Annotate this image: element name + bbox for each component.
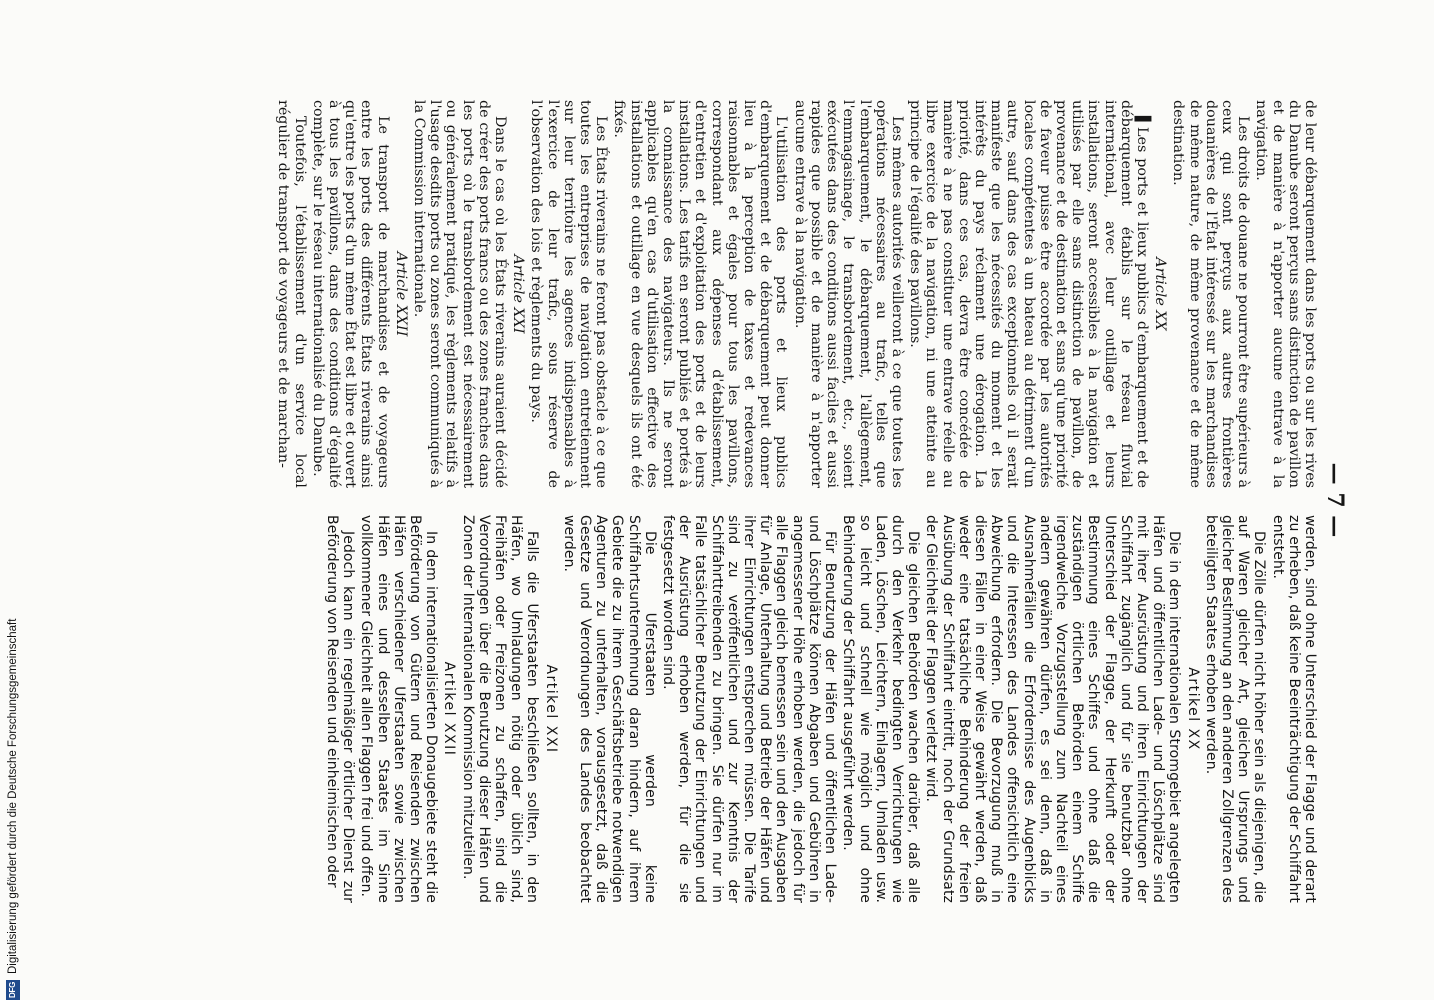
paragraph: Die Uferstaaten werden keine Schiffahrtsunternehmung daran hindern, auf ihrem Gebiete die zu ihrem Geschäftsbetriebe notwendigen Agenturen zu unterhalten, vorausgesetzt, daß die Gesetze und Verordnungen des Landes beobachtet werden. [560, 515, 658, 903]
article-heading: Artikel XXI [542, 664, 559, 754]
footer-text: Digitalisierung gefördert durch die Deutsche Forschungsgemeinschaft [7, 618, 19, 974]
article-heading: Article XXII [392, 251, 409, 337]
page-number: — 7 — [1322, 462, 1348, 538]
paragraph: de leur débarquement dans les ports ou sur les rives du Danube seront perçus sans distinction de pavillon et de manière à n'apporter aucune entrave à la navigation. [1253, 100, 1318, 488]
paragraph: Les mêmes autorités veilleront à ce que toutes les opérations nécessaires au trafic, telles que l'embarquement, le débarquement, l'allègement, l'emmagasinage, le transbordement, etc., soient exécutées dans des conditions aussi faciles et aussi rapides que possible et de manière à n'apporter aucune entrave à la navigation. [791, 100, 905, 488]
article-heading: Artikel XXII [441, 661, 458, 757]
paragraph: werden, sind ohne Unterschied der Flagge und derart zu erheben, daß keine Beeinträchtigung der Schiffahrt entsteht. [1269, 515, 1318, 903]
paragraph: Die Zölle dürfen nicht höher sein als diejenigen, die auf Waren gleicher Art, gleichen Ursprungs und gleicher Bestimmung an den anderen Zollgrenzen des beteiligten Staates erhoben werden. [1202, 515, 1268, 903]
paragraph: Falls die Uferstaaten beschließen sollten, in den Häfen, wo Umladungen nötig oder üblich sind, Freihäfen oder Freizonen zu schaffen, sind die Verordnungen über die Benutzung dieser Häfen und Zonen der Internationalen Kommission mitzuteilen. [459, 515, 541, 903]
article-heading: Article XX [1152, 257, 1169, 331]
paragraph: Le transport de marchandises et de voyageurs entre les ports des différents États riverains ainsi qu'entre les ports d'un même État est libre et ouvert à tous les pavillons, dans des conditions d'égalité complète, sur le réseau internationalisé du Danube. [309, 100, 391, 488]
margin-mark: ▌ [1133, 116, 1150, 127]
french-column [273, 100, 1318, 488]
paragraph: Toutefois, l'établissement d'un service local régulier de transport de voyageurs et de marchan- [275, 100, 308, 488]
german-column [322, 515, 1318, 903]
paragraph: Dans le cas où les États riverains auraient décidé de créer des ports francs ou des zones franches dans les ports où le transbordement est nécessairement ou généralement pratiqué, les règlements relatifs à l'usage desdits ports ou zones seront communiqués à la Commission internationale. [411, 100, 509, 488]
digitization-footer [0, 0, 26, 1000]
paragraph [907, 100, 1150, 488]
paragraph: Für Benutzung der Häfen und öffentlichen Lade- und Löschplätze können Abgaben und Gebühren in angemessener Höhe erhoben werden, die jedoch für alle Flaggen gleich bemessen sein und den Ausgaben für Anlage, Unterhaltung und Betrieb der Häfen und ihrer Einrichtungen entsprechen müssen. Die Tarife sind zu veröffentlichen und zur Kenntnis der Schiffahrttreibenden zu bringen. Sie dürfen nur im Falle tatsächlicher Benutzung der Einrichtungen und der Ausrüstung erhoben werden, für die sie festgesetzt worden sind. [660, 515, 839, 903]
paragraph: Die in dem internationalen Stromgebiet angelegten Häfen und öffentlichen Lade- und Löschplätze sind mit ihrer Ausrüstung und ihren Einrichtungen der Schiffahrt zugänglich und für sie benutzbar ohne Unterschied der Flagge, der Herkunft oder der Bestimmung eines Schiffes und ohne daß die zuständigen örtlichen Behörden einem Schiffe irgendwelche Vorzugsstellung zum Nachteil eines andern gewähren dürfen, es sei denn, daß in Ausnahmefällen die Erfordernisse des Augenblicks und die Interessen des Landes offensichtlich eine Abweichung erfordern. Die Bevorzugung muß in diesen Fällen in einer Weise gewährt werden, daß weder eine tatsächliche Behinderung der freien Ausübung der Schiffahrt eintritt, noch der Grundsatz der Gleichheit der Flaggen verletzt wird. [923, 515, 1183, 903]
paragraph: Les droits de douane ne pourront être supérieurs à ceux qui sont perçus aux autres frontières douanières de l'État intéressé sur les marchandises de même nature, de même provenance et de même destination. [1170, 100, 1252, 488]
dfg-logo: DFG [6, 980, 20, 1000]
paragraph: L'utilisation des ports et lieux publics d'embarquement et de débarquement peut donner lieu à la perception de taxes et redevances raisonnables et égales pour tous les pavillons, correspondant aux dépenses d'établissement, d'entretien et d'exploitation des ports et de leurs installations. Les tarifs en seront publiés et portés à la connaissance des navigateurs. Ils ne seront applicables qu'en cas d'utilisation effective des installations et outillage en vue desquels ils ont été fixés. [611, 100, 790, 488]
paragraph: Die gleichen Behörden wachen darüber, daß alle durch den Verkehr bedingten Verrichtungen wie Laden, Löschen, Leichtern, Einlagern, Umladen usw. so leicht und schnell wie möglich und ohne Behinderung der Schiffahrt ausgeführt werden. [840, 515, 922, 903]
paragraph: Jedoch kann ein regelmäßiger örtlicher Dienst zur Beförderung von Reisenden und einheimischen oder [324, 515, 357, 903]
paragraph: In dem internationalisierten Donaugebiete steht die Beförderung von Gütern und Reisenden zwischen Häfen verschiedener Uferstaaten sowie zwischen Häfen eines und desselben Staates im Sinne vollkommener Gleichheit allen Flaggen frei und offen. [358, 515, 440, 903]
paragraph: Les États riverains ne feront pas obstacle à ce que toutes les entreprises de navigation entretiennent sur leur territoire les agences indispensables à l'exercice de leur trafic, sous réserve de l'observation des lois et règlements du pays. [528, 100, 610, 488]
article-heading: Article XXI [510, 254, 527, 334]
article-heading: Artikel XX [1184, 667, 1201, 751]
paragraph-text: Les ports et lieux publics d'embarquement et de débarquement établis sur le réseau fluvial international, avec leur outillage et leurs installations, seront accessibles à la navigation et utilisés par elle sans distinction de pavillon, de provenance et de destination et sans qu'une priorité de faveur puisse être accordée par les autorités locales compétentes à un bateau au détriment d'un autre, sauf dans des cas exceptionnels où il serait manifeste que les nécessités du moment et les intérêts du pays réclament une dérogation. La priorité, dans ces cas, devra être concédée de manière à ne pas constituer une entrave réelle au libre exercice de la navigation, ni une atteinte au principe de l'égalité des pavillons. [907, 100, 1150, 488]
